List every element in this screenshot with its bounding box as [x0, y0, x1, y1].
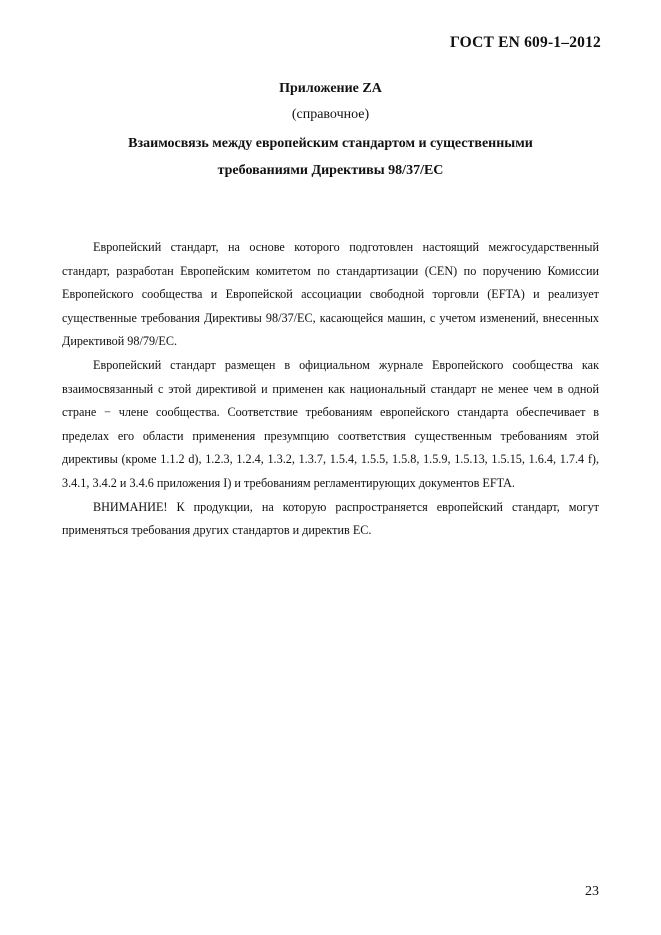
- annex-heading-block: [60, 78, 601, 184]
- annex-type: (справочное): [291, 107, 370, 122]
- document-code: ГОСТ EN 609-1–2012: [449, 34, 601, 51]
- paragraph-1: Европейский стандарт, на основе которого подготовлен настоящий межгосударственный стандарт, разработан Европейским комитетом по стандартизации (CEN) по поручению Комиссии Европейского сообщества и Европейской ассоциации свободной торговли (EFTA) и реализует существенные требования Директивы 98/37/ЕС, касающейся машин, с учетом изменений, внесенных Директивой 98/79/ЕС.: [62, 240, 599, 349]
- paragraph-3: ВНИМАНИЕ! К продукции, на которую распространяется европейский стандарт, могут применяться требования других стандартов и директив ЕС.: [62, 499, 599, 538]
- page-number: 23: [585, 884, 599, 899]
- annex-title: Приложение ZA: [279, 81, 382, 96]
- body-text: [62, 236, 599, 543]
- annex-heading: Взаимосвязь между европейским стандартом и существенными требованиями Директивы 98/37/ЕС: [128, 136, 533, 178]
- paragraph-2: Европейский стандарт размещен в официальном журнале Европейского сообщества как взаимосвязанный с этой директивой и применен как национальный стандарт не менее чем в одной стране − члене сообщества. Соответствие требованиям европейского стандарта обеспечивает в пределах его области применения презумпцию соответствия существенным требованиям этой директивы (кроме 1.1.2 d), 1.2.3, 1.2.4, 1.3.2, 1.3.7, 1.5.4, 1.5.5, 1.5.8, 1.5.9, 1.5.13, 1.5.15, 1.6.4, 1.7.4 f), 3.4.1, 3.4.2 и 3.4.6 приложения I) и требованиям регламентирующих документов EFTA.: [62, 357, 599, 490]
